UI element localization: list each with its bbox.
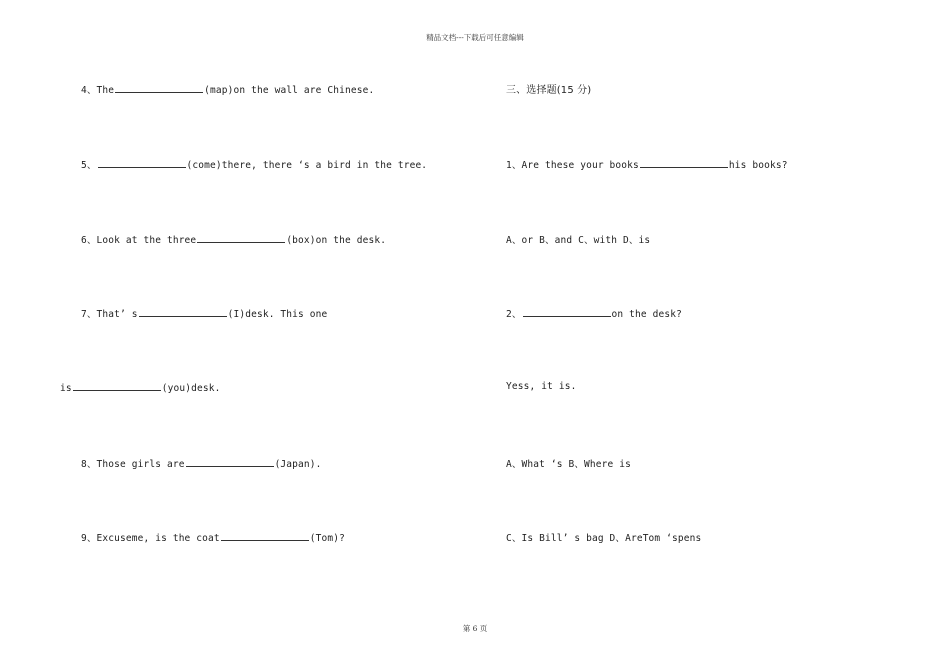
page-footer: 第 6 页 (462, 624, 488, 633)
question-9 (81, 530, 345, 544)
choice-question-1-suffix: his books? (728, 160, 788, 171)
choice-question-1-options: A、or B、and C、with D、is (506, 235, 651, 246)
question-4-suffix: (map)on the wall are Chinese. (204, 85, 375, 96)
choice-question-2-answer: Yess, it is. (506, 381, 577, 392)
answer-blank[interactable] (98, 158, 186, 168)
question-7-suffix: (I)desk. This one (227, 309, 328, 320)
answer-blank[interactable] (197, 233, 285, 243)
answer-blank[interactable] (73, 381, 161, 391)
choice-question-2-suffix: on the desk? (611, 309, 682, 320)
answer-blank[interactable] (139, 307, 227, 317)
question-9-suffix: (Tom)? (309, 533, 345, 544)
page-header: 精品文档---下载后可任意编辑 (426, 33, 524, 42)
choice-question-2-prefix: 2、 (506, 309, 522, 320)
question-7-line-2 (60, 381, 220, 394)
question-9-prefix: 9、Excuseme, is the coat (81, 533, 220, 544)
choice-question-1 (506, 157, 788, 171)
choice-question-2-options-ab: A、What ‘s B、Where is (506, 459, 631, 470)
question-5 (81, 157, 427, 171)
section-title: 三、选择题(15 分) (506, 85, 592, 96)
question-6 (81, 232, 386, 246)
question-5-suffix: (come)there, there ‘s a bird in the tree. (186, 160, 428, 171)
answer-blank[interactable] (640, 158, 728, 168)
answer-blank[interactable] (186, 457, 274, 467)
question-6-suffix: (box)on the desk. (286, 235, 387, 246)
question-6-prefix: 6、Look at the three (81, 235, 197, 246)
choice-question-2-options-cd: C、Is Bill’ s bag D、AreTom ‘spens (506, 533, 702, 544)
answer-blank[interactable] (221, 531, 309, 541)
choice-question-1-prefix: 1、Are these your books (506, 160, 639, 171)
question-8-prefix: 8、Those girls are (81, 459, 185, 470)
answer-blank[interactable] (115, 83, 203, 93)
question-7-line-1 (81, 306, 327, 320)
question-7-prefix: 7、That’ s (81, 309, 138, 320)
question-7b-suffix: (you)desk. (161, 383, 221, 394)
choice-question-2 (506, 306, 682, 320)
question-4-prefix: 4、The (81, 85, 115, 96)
question-7b-prefix: is (60, 383, 72, 394)
question-8 (81, 456, 322, 470)
question-5-prefix: 5、 (81, 160, 97, 171)
answer-blank[interactable] (523, 307, 611, 317)
question-8-suffix: (Japan). (274, 459, 322, 470)
question-4 (81, 82, 374, 96)
